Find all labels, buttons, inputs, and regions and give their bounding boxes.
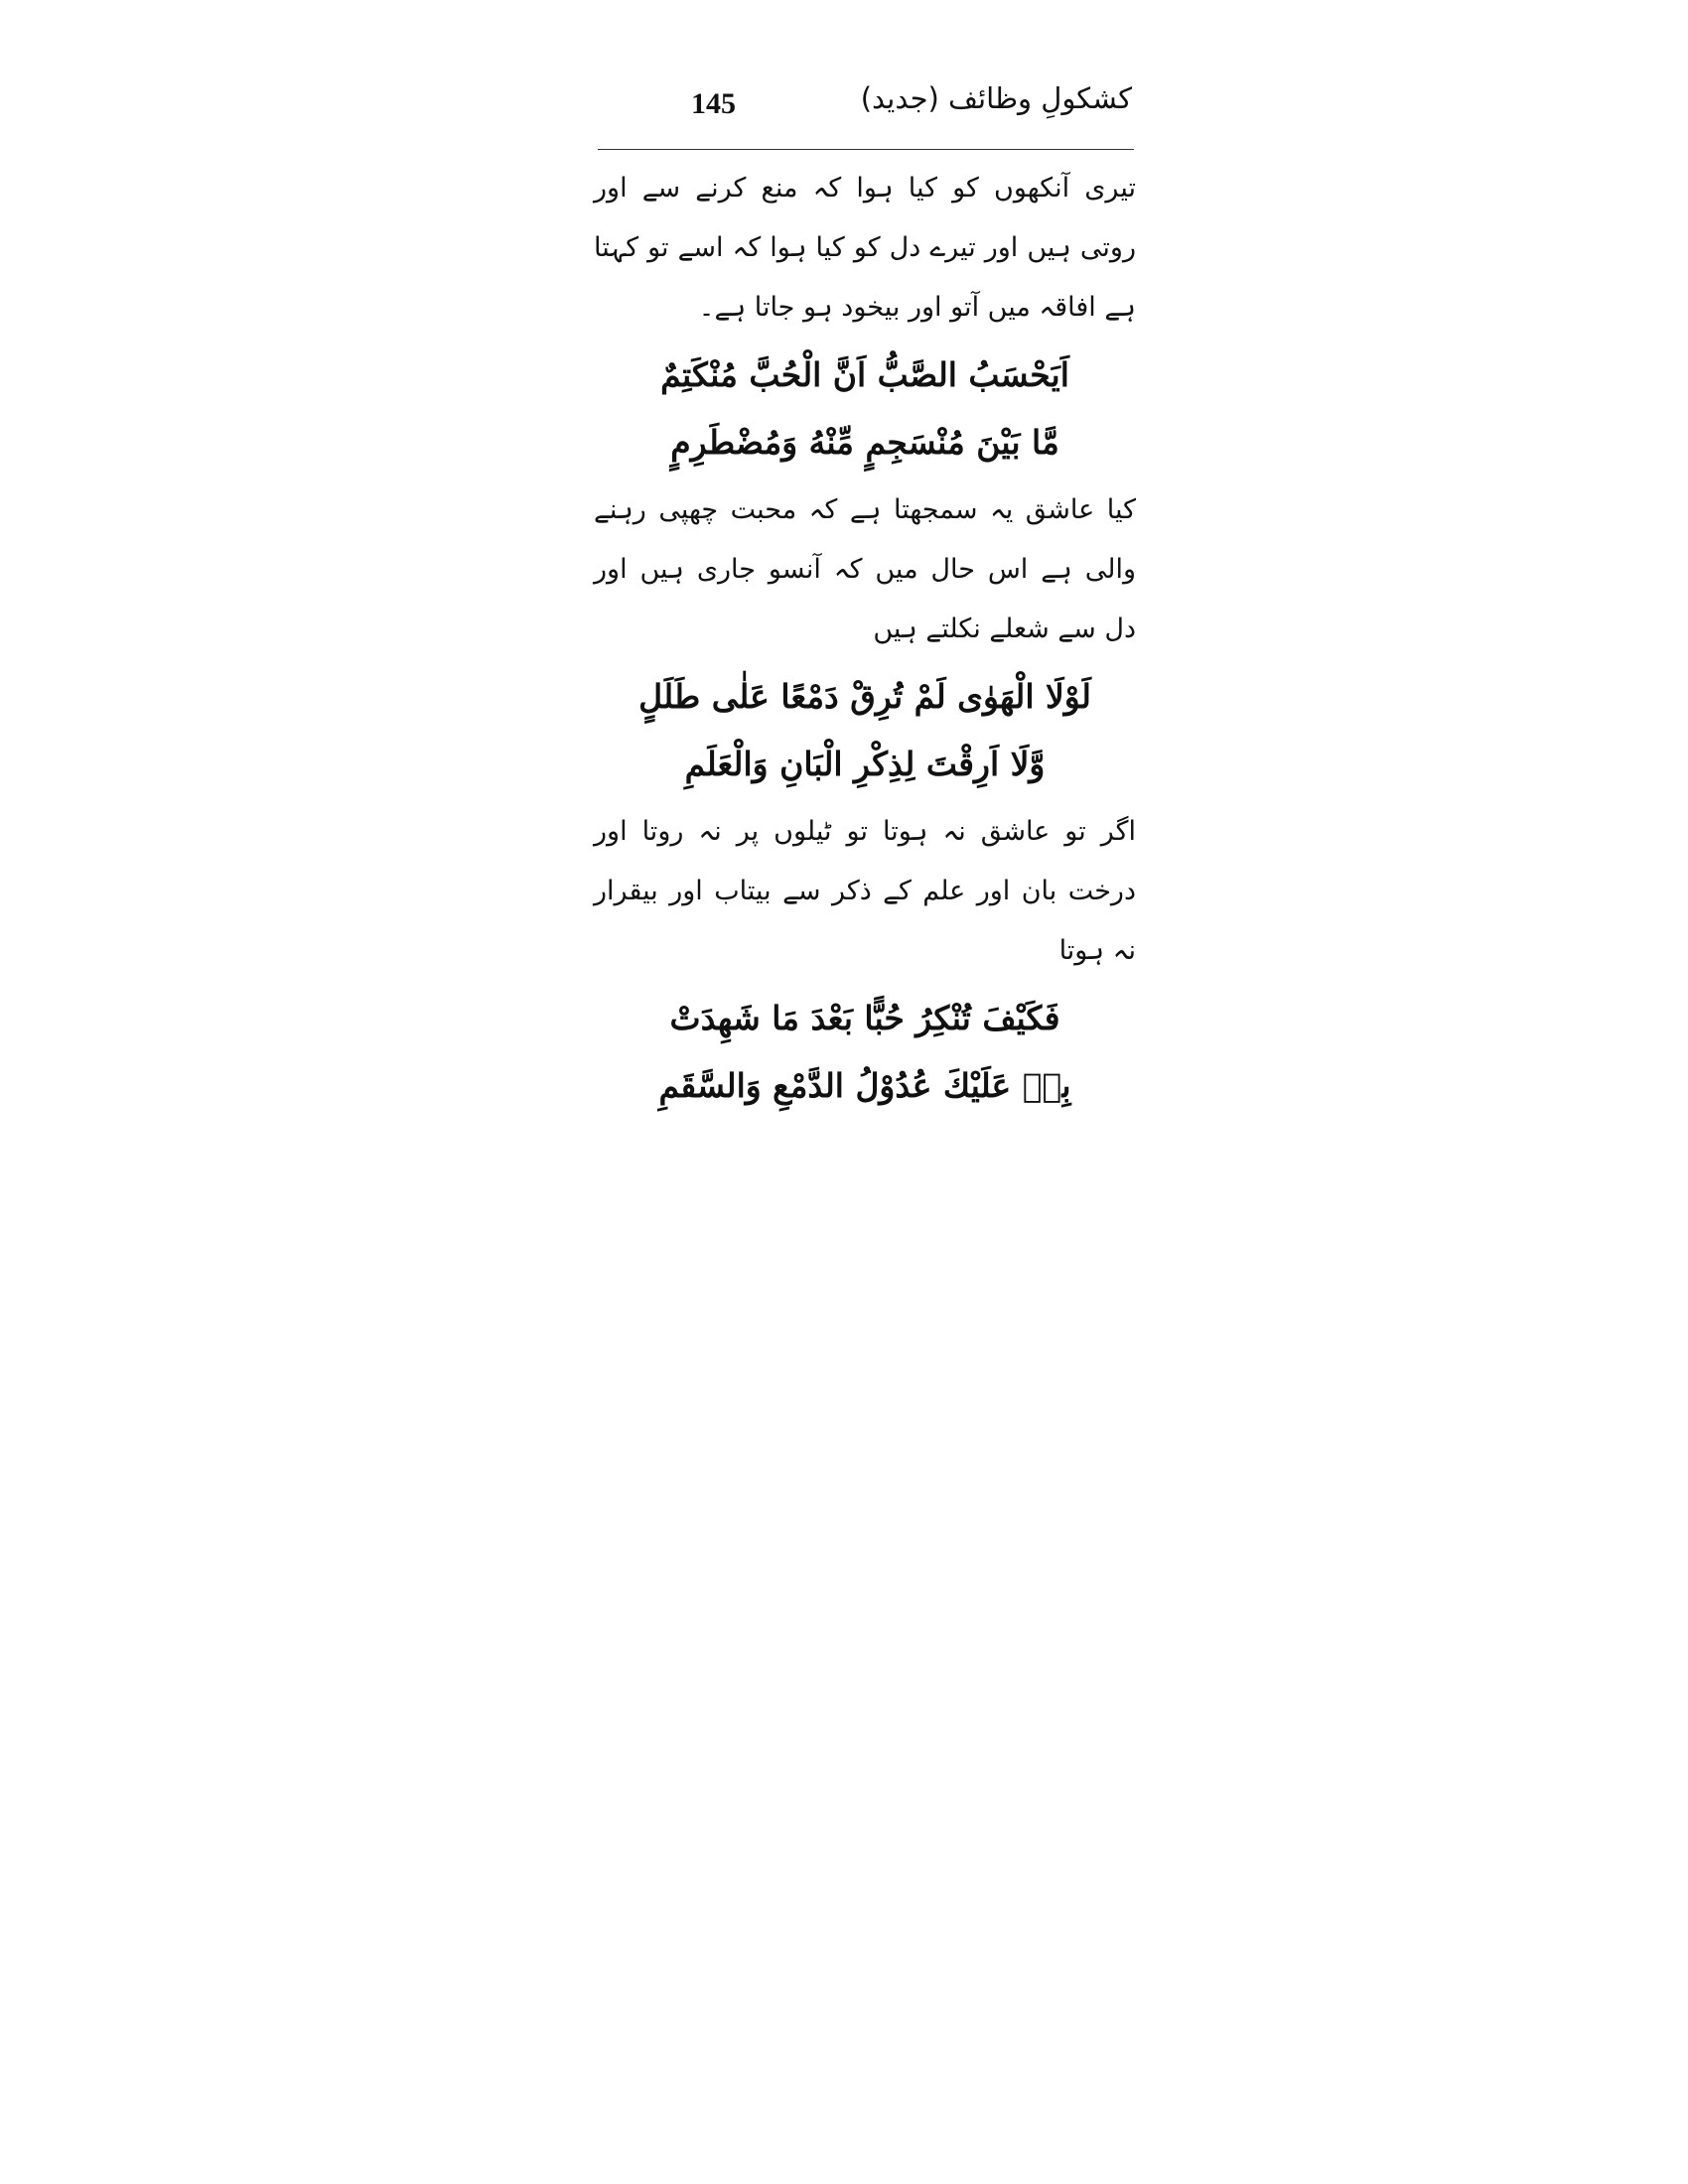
verse-1-line-2: مَّا بَيْنَ مُنْسَجِمٍ مِّنْهُ وَمُضْطَرِمٍ [670, 423, 1059, 462]
verse-2-line-1: لَوْلَا الْهَوٰى لَمْ تُرِقْ دَمْعًا عَلٰى طَلَلٍ [638, 677, 1091, 716]
header-divider [598, 149, 1134, 150]
page-number: 145 [691, 87, 736, 120]
prose-paragraph-2: کیا عاشق یہ سمجھتا ہے کہ محبت چھپی رہنے والی ہے اس حال میں کہ آنسو جاری ہیں اور دل سے شعلے نکلتے ہیں [594, 494, 1136, 644]
page-content [594, 159, 1136, 1124]
verse-3-line-1: فَكَيْفَ تُنْكِرُ حُبًّا بَعْدَ مَا شَهِدَتْ [669, 999, 1060, 1037]
verse-2-line-2: وَّلَا اَرِقْتَ لِذِكْرِ الْبَانِ وَالْعَلَمِ [684, 745, 1046, 783]
book-title: کشکولِ وظائف (جدید) [860, 81, 1132, 115]
page-header [596, 79, 1132, 139]
verse-3-line-2: بِهٖ عَلَيْكَ عُدُوْلُ الدَّمْعِ وَالسَّقَمِ [658, 1066, 1071, 1105]
prose-paragraph-3: اگر تو عاشق نہ ہوتا تو ٹیلوں پر نہ روتا اور درخت بان اور علم کے ذکر سے بیتاب اور بیقرار نہ ہوتا [594, 816, 1136, 966]
verse-1-line-1: اَيَحْسَبُ الصَّبُّ اَنَّ الْحُبَّ مُنْكَتِمٌ [660, 355, 1069, 394]
prose-paragraph-1: تیری آنکھوں کو کیا ہوا کہ منع کرنے سے اور روتی ہیں اور تیرے دل کو کیا ہوا کہ اسے تو کہتا ہے افاقہ میں آتو اور بیخود ہو جاتا ہے۔ [594, 173, 1136, 323]
